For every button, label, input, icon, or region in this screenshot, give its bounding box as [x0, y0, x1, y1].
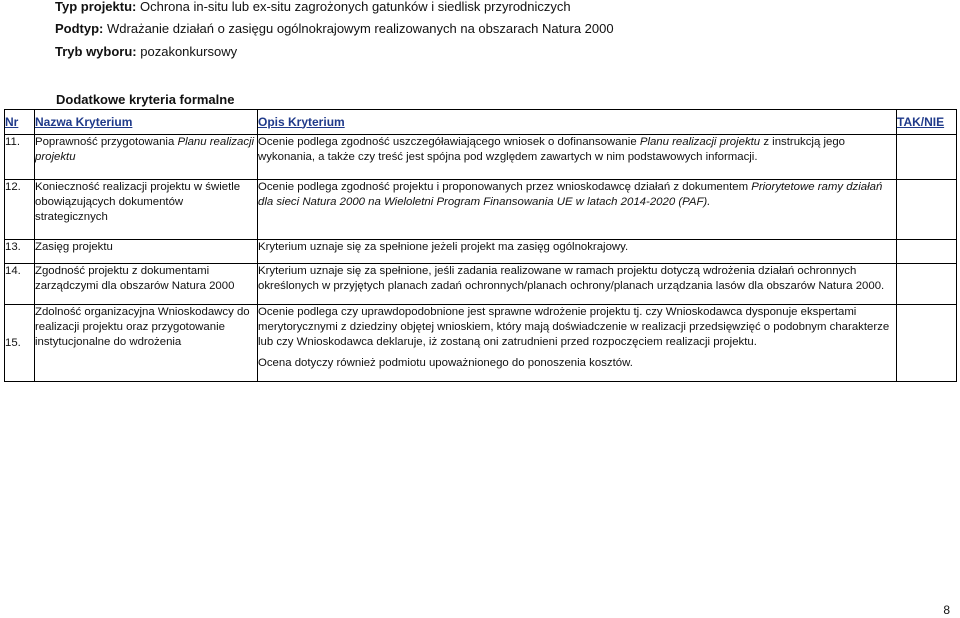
- selection-mode-value: pozakonkursowy: [140, 44, 238, 59]
- project-type-value: Ochrona in-situ lub ex-situ zagrożonych gatunków i siedlisk przyrodniczych: [140, 0, 571, 14]
- criterion-description: [258, 305, 897, 382]
- criterion-name: Poprawność przygotowania Planu realizacji projektu: [35, 135, 258, 180]
- yes-no-cell: [897, 264, 957, 305]
- row-number: 12.: [5, 180, 35, 240]
- table-row: [5, 264, 957, 305]
- criterion-name: Konieczność realizacji projektu w świetle obowiązujących dokumentów strategicznych: [35, 180, 258, 240]
- yes-no-cell: [897, 180, 957, 240]
- table-header-row: [5, 110, 957, 135]
- criterion-name: Zdolność organizacyjna Wnioskodawcy do realizacji projektu oraz przygotowanie instytucjonalne do wdrożenia: [35, 305, 258, 382]
- page-number: 8: [943, 603, 950, 617]
- project-type-label: Typ projektu:: [55, 0, 137, 14]
- row-number: 13.: [5, 240, 35, 264]
- project-subtype-value: Wdrażanie działań o zasięgu ogólnokrajowym realizowanych na obszarach Natura 2000: [107, 21, 614, 36]
- yes-no-cell: [897, 135, 957, 180]
- criterion-description-note: Ocena dotyczy również podmiotu upoważnionego do ponoszenia kosztów.: [258, 357, 633, 369]
- table-row: [5, 135, 957, 180]
- criterion-name: Zasięg projektu: [35, 240, 258, 264]
- row-number: 11.: [5, 135, 35, 180]
- table-row: [5, 240, 957, 264]
- yes-no-cell: [897, 305, 957, 382]
- row-number: 15.: [5, 305, 35, 382]
- criterion-name: Zgodność projektu z dokumentami zarządczymi dla obszarów Natura 2000: [35, 264, 258, 305]
- selection-mode-label: Tryb wyboru:: [55, 44, 137, 59]
- project-type-line: [55, 0, 571, 15]
- table-row: [5, 305, 957, 382]
- column-header-nr: Nr: [5, 110, 35, 135]
- criterion-description: Ocenie podlega zgodność uszczegóławiającego wniosek o dofinansowanie Planu realizacji projektu z instrukcją jego wykonania, a także czy treść jest spójna pod względem zawartych w nim podstawowych informacji.: [258, 135, 897, 180]
- row-number: 14.: [5, 264, 35, 305]
- project-subtype-line: [55, 21, 614, 37]
- criterion-description: Kryterium uznaje się za spełnione, jeśli zadania realizowane w ramach projektu dotyczą wdrożenia działań ochronnych określonych w przyjętych planach zadań ochronnych/planach ochrony/planach urządzania lasów dla obszarów Natura 2000.: [258, 264, 897, 305]
- criteria-table: [4, 109, 957, 382]
- criterion-description-main: Ocenie podlega czy uprawdopodobnione jest sprawne wdrożenie projektu tj. czy Wnioskodawca dysponuje ekspertami merytorycznymi z dziedziny objętej wnioskiem, który mają doświadczenie w realizacji przedsięwzięć o podobnym charakterze lub czy Wnioskodawca deklaruje, iż zostaną oni zatrudnieni przed rozpoczęciem realizacji projektu.: [258, 306, 890, 348]
- selection-mode-line: [55, 44, 237, 60]
- column-header-yes-no: TAK/NIE: [897, 110, 957, 135]
- criterion-description: Kryterium uznaje się za spełnione jeżeli projekt ma zasięg ogólnokrajowy.: [258, 240, 897, 264]
- criterion-description: Ocenie podlega zgodność projektu i proponowanych przez wnioskodawcę działań z dokumentem Priorytetowe ramy działań dla sieci Natura 2000 na Wieloletni Program Finansowania UE w latach 2014-2020 (PAF).: [258, 180, 897, 240]
- table-row: [5, 180, 957, 240]
- column-header-description: Opis Kryterium: [258, 110, 897, 135]
- section-title: Dodatkowe kryteria formalne: [56, 92, 235, 107]
- yes-no-cell: [897, 240, 957, 264]
- column-header-name: Nazwa Kryterium: [35, 110, 258, 135]
- project-subtype-label: Podtyp:: [55, 21, 104, 36]
